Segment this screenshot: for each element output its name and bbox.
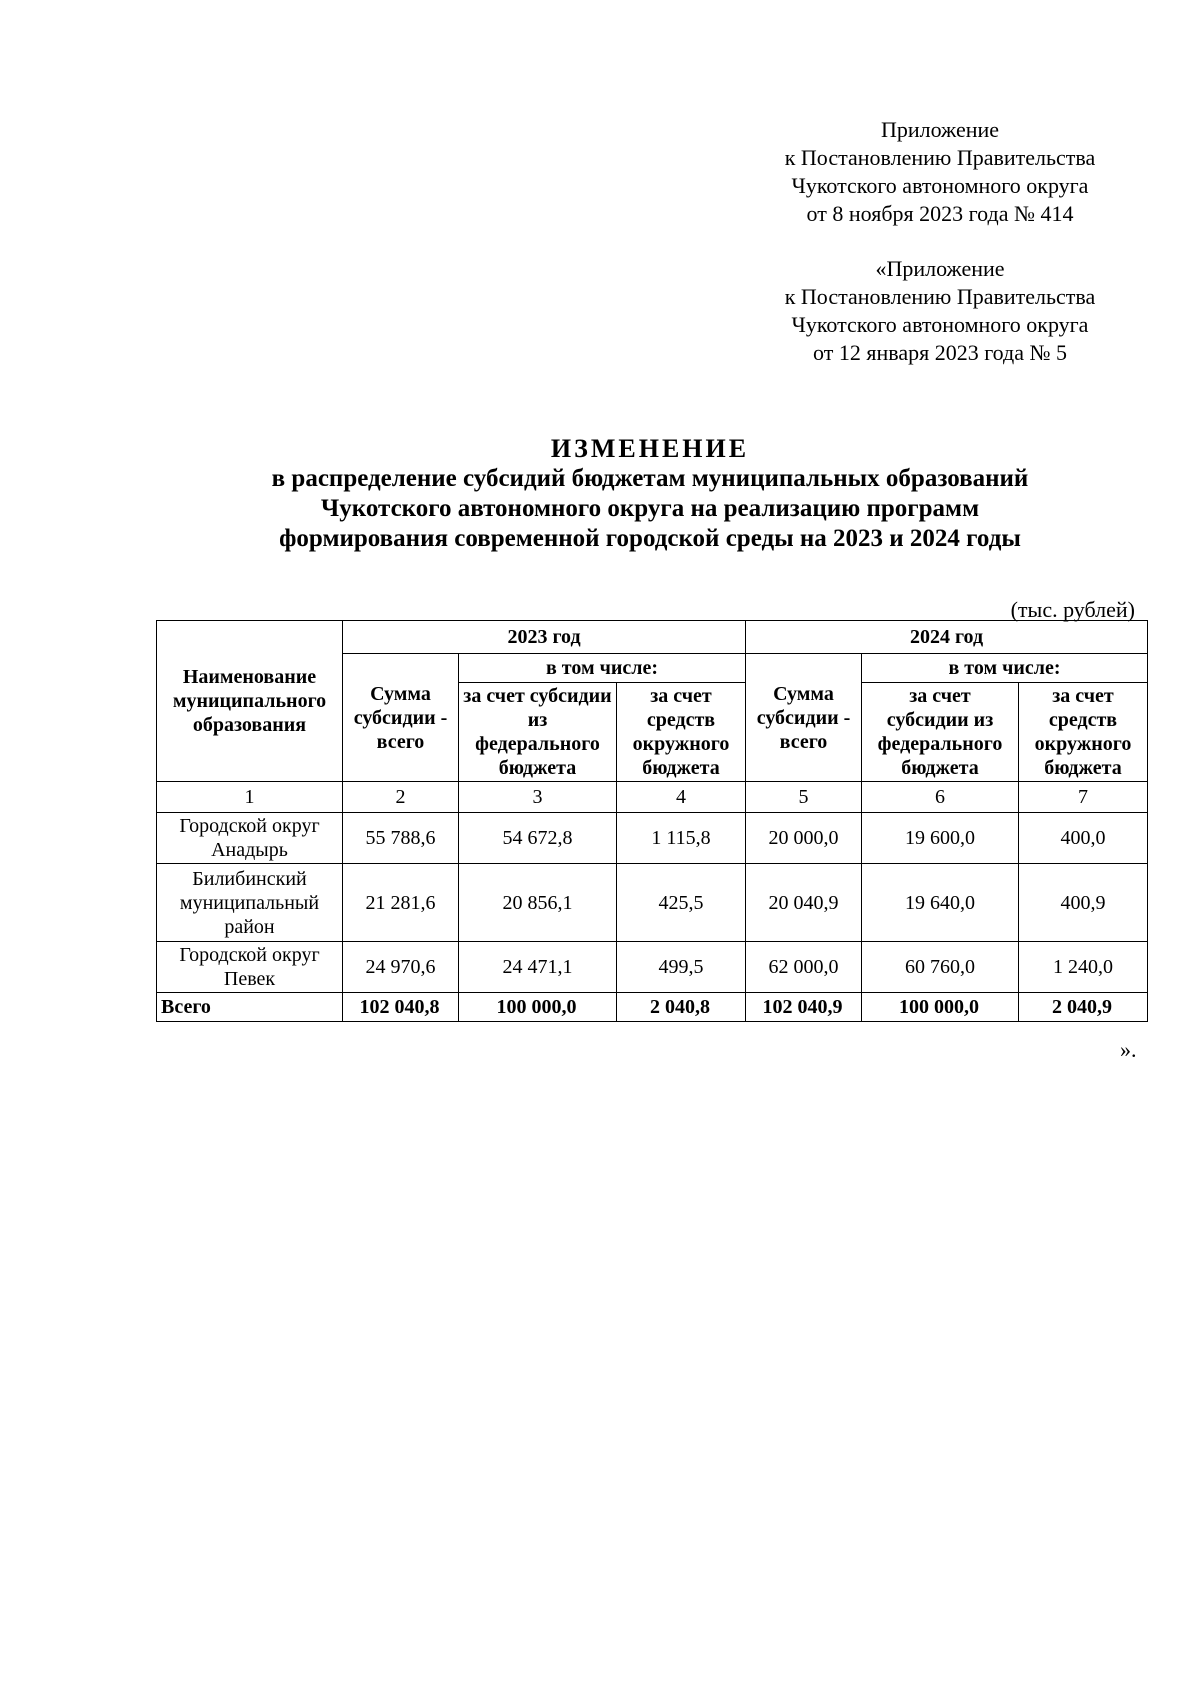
cell-value: 55 788,6 — [343, 813, 459, 864]
cell-value: 21 281,6 — [343, 864, 459, 942]
total-value: 100 000,0 — [862, 993, 1019, 1022]
annex-current-line-4: от 8 ноября 2023 года № 414 — [806, 201, 1074, 226]
column-number: 3 — [459, 782, 617, 813]
annex-original-line-2: к Постановлению Правительства — [784, 284, 1096, 309]
cell-value: 400,0 — [1019, 813, 1148, 864]
total-value: 102 040,8 — [343, 993, 459, 1022]
column-number: 5 — [746, 782, 862, 813]
annex-original-line-3: Чукотского автономного округа — [791, 312, 1089, 337]
annex-current-line-3: Чукотского автономного округа — [791, 173, 1089, 198]
header-2023-federal: за счет субсидии из федерального бюджета — [459, 683, 617, 782]
column-number: 7 — [1019, 782, 1148, 813]
annex-original — [740, 255, 1140, 367]
cell-value: 19 640,0 — [862, 864, 1019, 942]
closing-quote-mark: ». — [1120, 1037, 1137, 1062]
subsidy-table — [156, 620, 1148, 1022]
column-number: 2 — [343, 782, 459, 813]
header-2023-total: Сумма субсидии - всего — [343, 654, 459, 782]
column-number: 1 — [157, 782, 343, 813]
cell-value: 400,9 — [1019, 864, 1148, 942]
header-2023-including: в том числе: — [459, 654, 746, 683]
header-year-2024: 2024 год — [746, 621, 1148, 654]
total-value: 100 000,0 — [459, 993, 617, 1022]
header-2024-district: за счет средств окружного бюджета — [1019, 683, 1148, 782]
header-2023-district: за счет средств окружного бюджета — [617, 683, 746, 782]
cell-value: 24 970,6 — [343, 942, 459, 993]
cell-value: 20 000,0 — [746, 813, 862, 864]
annex-current-line-2: к Постановлению Правительства — [784, 145, 1096, 170]
total-value: 2 040,8 — [617, 993, 746, 1022]
annex-current-line-1: Приложение — [880, 117, 1000, 142]
annex-original-line-4: от 12 января 2023 года № 5 — [813, 340, 1067, 365]
cell-value: 62 000,0 — [746, 942, 862, 993]
table-row — [157, 942, 1148, 993]
total-value: 2 040,9 — [1019, 993, 1148, 1022]
cell-value: 499,5 — [617, 942, 746, 993]
table-row — [157, 864, 1148, 942]
cell-value: 60 760,0 — [862, 942, 1019, 993]
table-row — [157, 813, 1148, 864]
annex-original-line-1: «Приложение — [875, 256, 1005, 281]
header-year-2023: 2023 год — [343, 621, 746, 654]
title-line-3: формирования современной городской среды на 2023 и 2024 годы — [279, 525, 1021, 552]
title-heading: ИЗМЕНЕНИЕ — [550, 434, 750, 463]
total-label: Всего — [157, 993, 343, 1022]
cell-value: 425,5 — [617, 864, 746, 942]
row-name: Городской округ Анадырь — [157, 813, 343, 864]
cell-value: 1 240,0 — [1019, 942, 1148, 993]
cell-value: 54 672,8 — [459, 813, 617, 864]
title-line-2: Чукотского автономного округа на реализацию программ — [320, 495, 980, 522]
cell-value: 20 040,9 — [746, 864, 862, 942]
total-row — [157, 993, 1148, 1022]
title-line-1: в распределение субсидий бюджетам муниципальных образований — [271, 465, 1029, 492]
header-name: Наименование муниципального образования — [157, 621, 343, 782]
cell-value: 1 115,8 — [617, 813, 746, 864]
column-number-row — [157, 782, 1148, 813]
cell-value: 24 471,1 — [459, 942, 617, 993]
header-2024-total: Сумма субсидии - всего — [746, 654, 862, 782]
cell-value: 20 856,1 — [459, 864, 617, 942]
header-2024-including: в том числе: — [862, 654, 1148, 683]
column-number: 4 — [617, 782, 746, 813]
units-label: (тыс. рублей) — [1010, 597, 1135, 622]
annex-current — [740, 116, 1140, 228]
header-2024-federal: за счет субсидии из федерального бюджета — [862, 683, 1019, 782]
cell-value: 19 600,0 — [862, 813, 1019, 864]
document-title — [100, 434, 1200, 554]
row-name: Городской округ Певек — [157, 942, 343, 993]
column-number: 6 — [862, 782, 1019, 813]
total-value: 102 040,9 — [746, 993, 862, 1022]
row-name: Билибинский муниципальный район — [157, 864, 343, 942]
